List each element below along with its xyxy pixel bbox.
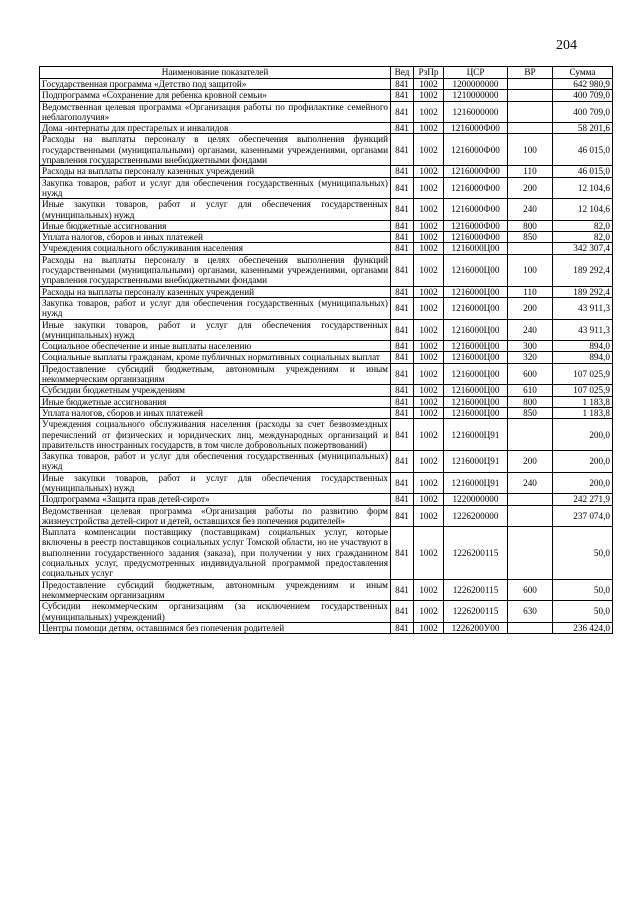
table-row xyxy=(40,243,613,254)
cell-rzpr: 1002 xyxy=(414,579,444,601)
cell-ved: 841 xyxy=(391,494,414,505)
table-row xyxy=(40,123,613,134)
cell-vr xyxy=(508,90,553,101)
cell-rzpr: 1002 xyxy=(414,451,444,473)
table-row xyxy=(40,254,613,286)
cell-vr: 630 xyxy=(508,601,553,623)
cell-name: Иные закупки товаров, работ и услуг для обеспечения государственных (муниципальных) нужд xyxy=(40,319,391,341)
cell-rzpr: 1002 xyxy=(414,472,444,494)
cell-sum: 200,0 xyxy=(553,472,613,494)
cell-csr: 1216000Ц00 xyxy=(444,341,508,352)
cell-name: Иные закупки товаров, работ и услуг для обеспечения государственных (муниципальных) нужд xyxy=(40,199,391,221)
cell-sum: 43 911,3 xyxy=(553,319,613,341)
cell-ved: 841 xyxy=(391,134,414,166)
cell-name: Подпрограмма «Сохранение для ребенка кровной семьи» xyxy=(40,90,391,101)
cell-name: Иные бюджетные ассигнования xyxy=(40,220,391,231)
cell-vr xyxy=(508,101,553,123)
header-csr: ЦСР xyxy=(444,67,508,79)
cell-vr: 610 xyxy=(508,385,553,396)
cell-csr: 1200000000 xyxy=(444,79,508,90)
cell-ved: 841 xyxy=(391,90,414,101)
cell-sum: 200,0 xyxy=(553,419,613,451)
table-row xyxy=(40,363,613,385)
cell-name: Иные закупки товаров, работ и услуг для обеспечения государственных (муниципальных) нужд xyxy=(40,472,391,494)
cell-name: Субсидии бюджетным учреждениям xyxy=(40,385,391,396)
cell-rzpr: 1002 xyxy=(414,232,444,243)
table-row xyxy=(40,385,613,396)
cell-vr: 200 xyxy=(508,297,553,319)
cell-rzpr: 1002 xyxy=(414,243,444,254)
cell-rzpr: 1002 xyxy=(414,385,444,396)
cell-ved: 841 xyxy=(391,472,414,494)
cell-csr: 1216000Ц91 xyxy=(444,472,508,494)
cell-ved: 841 xyxy=(391,419,414,451)
cell-name: Субсидии некоммерческим организациям (за исключением государственных (муниципальных) учреждений) xyxy=(40,601,391,623)
cell-name: Учреждения социального обслуживания населения (расходы за счет безвозмездных перечислений от физических и юридических лиц, международных организаций и правительств иностранных государств, в том числе добровольных пожертвований) xyxy=(40,419,391,451)
cell-csr: 1226200У00 xyxy=(444,622,508,633)
cell-csr: 1216000Ф00 xyxy=(444,134,508,166)
table-row xyxy=(40,396,613,407)
cell-ved: 841 xyxy=(391,363,414,385)
cell-name: Ведомственная целевая программа «Организация работы по развитию форм жизнеустройства детей-сирот и детей, оставшихся без попечения родителей» xyxy=(40,505,391,527)
table-row xyxy=(40,601,613,623)
cell-csr: 1216000Ф00 xyxy=(444,199,508,221)
cell-vr: 800 xyxy=(508,396,553,407)
cell-csr: 1216000Ц00 xyxy=(444,297,508,319)
cell-vr xyxy=(508,622,553,633)
cell-vr: 600 xyxy=(508,363,553,385)
cell-ved: 841 xyxy=(391,254,414,286)
cell-ved: 841 xyxy=(391,579,414,601)
cell-vr: 240 xyxy=(508,199,553,221)
cell-name: Расходы на выплаты персоналу в целях обеспечения выполнения функций государственными (муниципальными) органами, казенными учреждениями, органами управления государственными внебюджетными фондами xyxy=(40,134,391,166)
cell-ved: 841 xyxy=(391,220,414,231)
cell-ved: 841 xyxy=(391,396,414,407)
cell-rzpr: 1002 xyxy=(414,297,444,319)
cell-vr: 240 xyxy=(508,472,553,494)
cell-ved: 841 xyxy=(391,101,414,123)
header-name: Наименование показателей xyxy=(40,67,391,79)
cell-csr: 1226200115 xyxy=(444,601,508,623)
cell-csr: 1216000Ф00 xyxy=(444,166,508,177)
cell-name: Социальное обеспечение и иные выплаты населению xyxy=(40,341,391,352)
cell-rzpr: 1002 xyxy=(414,123,444,134)
cell-vr: 320 xyxy=(508,352,553,363)
cell-name: Расходы на выплаты персоналу казенных учреждений xyxy=(40,286,391,297)
cell-ved: 841 xyxy=(391,451,414,473)
cell-name: Иные бюджетные ассигнования xyxy=(40,396,391,407)
cell-name: Закупка товаров, работ и услуг для обеспечения государственных (муниципальных) нужд xyxy=(40,451,391,473)
cell-sum: 1 183,8 xyxy=(553,396,613,407)
cell-vr: 110 xyxy=(508,286,553,297)
cell-sum: 12 104,6 xyxy=(553,177,613,199)
cell-csr: 1226200115 xyxy=(444,527,508,579)
table-row xyxy=(40,319,613,341)
cell-csr: 1220000000 xyxy=(444,494,508,505)
cell-sum: 107 025,9 xyxy=(553,385,613,396)
cell-vr xyxy=(508,123,553,134)
cell-sum: 200,0 xyxy=(553,451,613,473)
cell-ved: 841 xyxy=(391,352,414,363)
cell-sum: 46 015,0 xyxy=(553,166,613,177)
cell-ved: 841 xyxy=(391,177,414,199)
table-row xyxy=(40,232,613,243)
cell-name: Социальные выплаты гражданам, кроме публичных нормативных социальных выплат xyxy=(40,352,391,363)
table-row xyxy=(40,341,613,352)
cell-ved: 841 xyxy=(391,123,414,134)
table-row xyxy=(40,494,613,505)
cell-rzpr: 1002 xyxy=(414,166,444,177)
cell-ved: 841 xyxy=(391,297,414,319)
cell-name: Центры помощи детям, оставшимся без попечения родителей xyxy=(40,622,391,633)
cell-ved: 841 xyxy=(391,232,414,243)
cell-rzpr: 1002 xyxy=(414,494,444,505)
cell-sum: 400 709,0 xyxy=(553,90,613,101)
cell-csr: 1216000Ц91 xyxy=(444,419,508,451)
cell-rzpr: 1002 xyxy=(414,319,444,341)
cell-vr: 300 xyxy=(508,341,553,352)
cell-rzpr: 1002 xyxy=(414,79,444,90)
cell-rzpr: 1002 xyxy=(414,199,444,221)
cell-rzpr: 1002 xyxy=(414,134,444,166)
cell-vr: 600 xyxy=(508,579,553,601)
cell-name: Дома -интернаты для престарелых и инвалидов xyxy=(40,123,391,134)
cell-vr: 240 xyxy=(508,319,553,341)
cell-csr: 1216000Ц91 xyxy=(444,451,508,473)
cell-csr: 1226200000 xyxy=(444,505,508,527)
table-row xyxy=(40,407,613,418)
cell-ved: 841 xyxy=(391,385,414,396)
cell-csr: 1216000Ц00 xyxy=(444,396,508,407)
cell-name: Подпрограмма «Защита прав детей-сирот» xyxy=(40,494,391,505)
table-row xyxy=(40,472,613,494)
cell-csr: 1210000000 xyxy=(444,90,508,101)
table-row xyxy=(40,199,613,221)
cell-csr: 1216000Ц00 xyxy=(444,407,508,418)
cell-sum: 189 292,4 xyxy=(553,286,613,297)
cell-rzpr: 1002 xyxy=(414,396,444,407)
cell-sum: 237 074,0 xyxy=(553,505,613,527)
cell-vr: 800 xyxy=(508,220,553,231)
table-row xyxy=(40,166,613,177)
cell-vr xyxy=(508,243,553,254)
cell-sum: 50,0 xyxy=(553,527,613,579)
table-row xyxy=(40,352,613,363)
cell-rzpr: 1002 xyxy=(414,505,444,527)
cell-sum: 12 104,6 xyxy=(553,199,613,221)
cell-ved: 841 xyxy=(391,601,414,623)
cell-sum: 107 025,9 xyxy=(553,363,613,385)
cell-name: Выплата компенсации поставщику (поставщикам) социальных услуг, которые включены в реестр поставщиков социальных услуг Томской области, но не участвуют в выполнении государственного задания (заказа), при получении у них гражданином социальных услуг, предусмотренных индивидуальной программой предоставления социальных услуг xyxy=(40,527,391,579)
table-row xyxy=(40,579,613,601)
cell-sum: 400 709,0 xyxy=(553,101,613,123)
cell-rzpr: 1002 xyxy=(414,90,444,101)
cell-vr: 850 xyxy=(508,232,553,243)
table-row xyxy=(40,220,613,231)
cell-csr: 1226200115 xyxy=(444,579,508,601)
cell-rzpr: 1002 xyxy=(414,601,444,623)
cell-sum: 58 201,6 xyxy=(553,123,613,134)
cell-vr: 850 xyxy=(508,407,553,418)
cell-csr: 1216000Ф00 xyxy=(444,232,508,243)
cell-sum: 43 911,3 xyxy=(553,297,613,319)
table-row xyxy=(40,286,613,297)
header-rzpr: РзПр xyxy=(414,67,444,79)
header-ved: Вед xyxy=(391,67,414,79)
table-row xyxy=(40,527,613,579)
cell-csr: 1216000Ц00 xyxy=(444,385,508,396)
cell-sum: 1 183,8 xyxy=(553,407,613,418)
cell-sum: 189 292,4 xyxy=(553,254,613,286)
cell-csr: 1216000Ц00 xyxy=(444,363,508,385)
cell-ved: 841 xyxy=(391,407,414,418)
cell-rzpr: 1002 xyxy=(414,101,444,123)
cell-vr xyxy=(508,505,553,527)
cell-sum: 82,0 xyxy=(553,220,613,231)
cell-sum: 894,0 xyxy=(553,341,613,352)
cell-csr: 1216000Ц00 xyxy=(444,243,508,254)
cell-sum: 50,0 xyxy=(553,601,613,623)
cell-name: Расходы на выплаты персоналу казенных учреждений xyxy=(40,166,391,177)
cell-name: Учреждения социального обслуживания населения xyxy=(40,243,391,254)
page-number: 204 xyxy=(556,38,577,53)
cell-sum: 642 980,9 xyxy=(553,79,613,90)
cell-csr: 1216000Ф00 xyxy=(444,177,508,199)
cell-rzpr: 1002 xyxy=(414,177,444,199)
cell-sum: 82,0 xyxy=(553,232,613,243)
cell-name: Уплата налогов, сборов и иных платежей xyxy=(40,407,391,418)
cell-ved: 841 xyxy=(391,79,414,90)
cell-ved: 841 xyxy=(391,319,414,341)
cell-ved: 841 xyxy=(391,622,414,633)
cell-csr: 1216000Ц00 xyxy=(444,254,508,286)
cell-name: Расходы на выплаты персоналу в целях обеспечения выполнения функций государственными (муниципальными) органами, казенными учреждениями, органами управления государственными внебюджетными фондами xyxy=(40,254,391,286)
cell-vr xyxy=(508,419,553,451)
cell-name: Ведомственная целевая программа «Организация работы по профилактике семейного неблагополучия» xyxy=(40,101,391,123)
cell-vr: 200 xyxy=(508,451,553,473)
cell-ved: 841 xyxy=(391,505,414,527)
cell-rzpr: 1002 xyxy=(414,254,444,286)
cell-ved: 841 xyxy=(391,341,414,352)
cell-vr: 100 xyxy=(508,254,553,286)
cell-name: Предоставление субсидий бюджетным, автономным учреждениям и иным некоммерческим организациям xyxy=(40,363,391,385)
table-row xyxy=(40,297,613,319)
table-row xyxy=(40,79,613,90)
cell-ved: 841 xyxy=(391,243,414,254)
cell-vr xyxy=(508,527,553,579)
cell-ved: 841 xyxy=(391,166,414,177)
cell-rzpr: 1002 xyxy=(414,363,444,385)
cell-name: Уплата налогов, сборов и иных платежей xyxy=(40,232,391,243)
cell-name: Закупка товаров, работ и услуг для обеспечения государственных (муниципальных) нужд xyxy=(40,297,391,319)
cell-sum: 50,0 xyxy=(553,579,613,601)
cell-rzpr: 1002 xyxy=(414,622,444,633)
cell-ved: 841 xyxy=(391,199,414,221)
cell-sum: 236 424,0 xyxy=(553,622,613,633)
table-row xyxy=(40,101,613,123)
cell-csr: 1216000000 xyxy=(444,101,508,123)
cell-name: Предоставление субсидий бюджетным, автономным учреждениям и иным некоммерческим организациям xyxy=(40,579,391,601)
cell-sum: 46 015,0 xyxy=(553,134,613,166)
cell-rzpr: 1002 xyxy=(414,407,444,418)
cell-rzpr: 1002 xyxy=(414,352,444,363)
table-header-row xyxy=(40,67,613,79)
table-row xyxy=(40,134,613,166)
cell-rzpr: 1002 xyxy=(414,286,444,297)
header-vr: ВР xyxy=(508,67,553,79)
cell-vr: 100 xyxy=(508,134,553,166)
cell-rzpr: 1002 xyxy=(414,220,444,231)
cell-name: Государственная программа «Детство под защитой» xyxy=(40,79,391,90)
cell-sum: 342 307,4 xyxy=(553,243,613,254)
cell-sum: 894,0 xyxy=(553,352,613,363)
cell-ved: 841 xyxy=(391,527,414,579)
cell-csr: 1216000Ц00 xyxy=(444,352,508,363)
cell-vr: 110 xyxy=(508,166,553,177)
table-row xyxy=(40,419,613,451)
header-sum: Сумма xyxy=(553,67,613,79)
cell-vr: 200 xyxy=(508,177,553,199)
cell-vr xyxy=(508,79,553,90)
cell-sum: 242 271,9 xyxy=(553,494,613,505)
cell-rzpr: 1002 xyxy=(414,341,444,352)
cell-csr: 1216000Ц00 xyxy=(444,286,508,297)
cell-name: Закупка товаров, работ и услуг для обеспечения государственных (муниципальных) нужд xyxy=(40,177,391,199)
table-row xyxy=(40,90,613,101)
cell-csr: 1216000Ц00 xyxy=(444,319,508,341)
table-row xyxy=(40,451,613,473)
budget-table xyxy=(39,66,613,634)
cell-rzpr: 1002 xyxy=(414,419,444,451)
cell-vr xyxy=(508,494,553,505)
cell-csr: 1216000Ф00 xyxy=(444,123,508,134)
cell-csr: 1216000Ф00 xyxy=(444,220,508,231)
table-row xyxy=(40,505,613,527)
cell-rzpr: 1002 xyxy=(414,527,444,579)
table-row xyxy=(40,622,613,633)
cell-ved: 841 xyxy=(391,286,414,297)
table-row xyxy=(40,177,613,199)
